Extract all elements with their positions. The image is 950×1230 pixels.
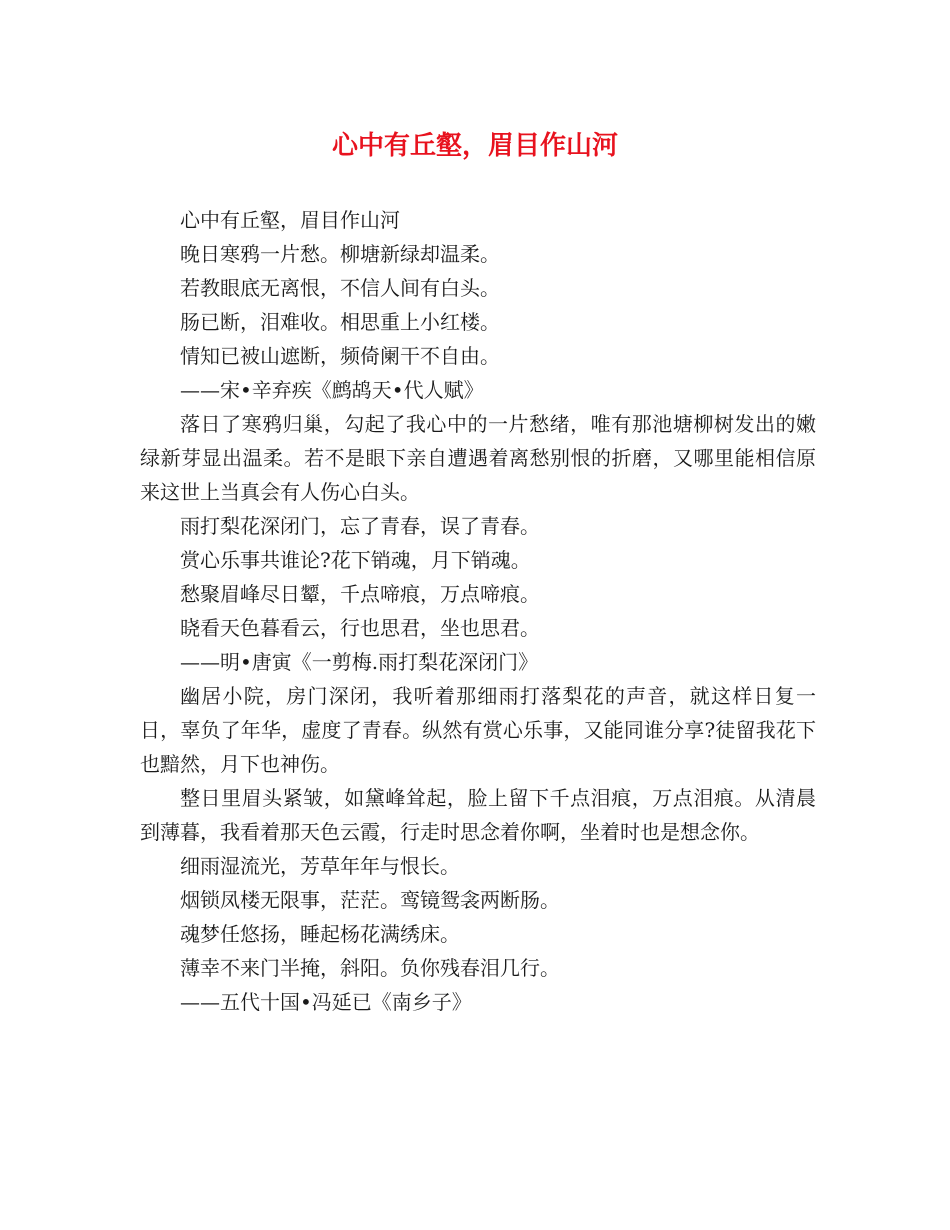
paragraph: 晓看天色暮看云，行也思君，坐也思君。 [180, 616, 540, 640]
paragraph: 落日了寒鸦归巢，勾起了我心中的一片愁绪，唯有那池塘柳树发出的嫩绿新芽显出温柔。若不是眼下亲自遭遇着离愁别恨的折磨，又哪里能相信原来这世上当真会有人伤心白头。 [140, 412, 816, 504]
paragraph: 幽居小院，房门深闭，我听着那细雨打落梨花的声音，就这样日复一日，辜负了年华，虚度了青春。纵然有赏心乐事，又能同谁分享?徒留我花下也黯然，月下也神伤。 [140, 684, 816, 776]
paragraph: 情知已被山遮断，频倚阑干不自由。 [180, 344, 500, 368]
paragraph: 心中有丘壑，眉目作山河 [180, 208, 400, 232]
paragraph: 若教眼底无离恨，不信人间有白头。 [180, 276, 500, 300]
attribution: ——五代十国•冯延已《南乡子》 [180, 990, 472, 1014]
paragraph: 晚日寒鸦一片愁。柳塘新绿却温柔。 [180, 242, 500, 266]
paragraph: 雨打梨花深闭门，忘了青春，误了青春。 [180, 514, 540, 538]
paragraph: 赏心乐事共谁论?花下销魂，月下销魂。 [180, 548, 531, 572]
paragraph: 整日里眉头紧皱，如黛峰耸起，脸上留下千点泪痕，万点泪痕。从清晨到薄暮，我看着那天色云霞，行走时思念着你啊，坐着时也是想念你。 [140, 786, 816, 844]
attribution: ——宋•辛弃疾《鹧鸪天•代人赋》 [180, 378, 484, 402]
paragraph: 魂梦任悠扬，睡起杨花满绣床。 [180, 922, 460, 946]
document-title: 心中有丘壑，眉目作山河 [331, 131, 618, 161]
attribution: ——明•唐寅《一剪梅.雨打梨花深闭门》 [180, 650, 539, 674]
paragraph: 愁聚眉峰尽日颦，千点啼痕，万点啼痕。 [180, 582, 540, 606]
paragraph: 薄幸不来门半掩，斜阳。负你残春泪几行。 [180, 956, 560, 980]
paragraph: 细雨湿流光，芳草年年与恨长。 [180, 854, 460, 878]
paragraph: 烟锁凤楼无限事，茫茫。鸾镜鸳衾两断肠。 [180, 888, 560, 912]
document-body [140, 203, 816, 1019]
paragraph: 肠已断，泪难收。相思重上小红楼。 [180, 310, 500, 334]
